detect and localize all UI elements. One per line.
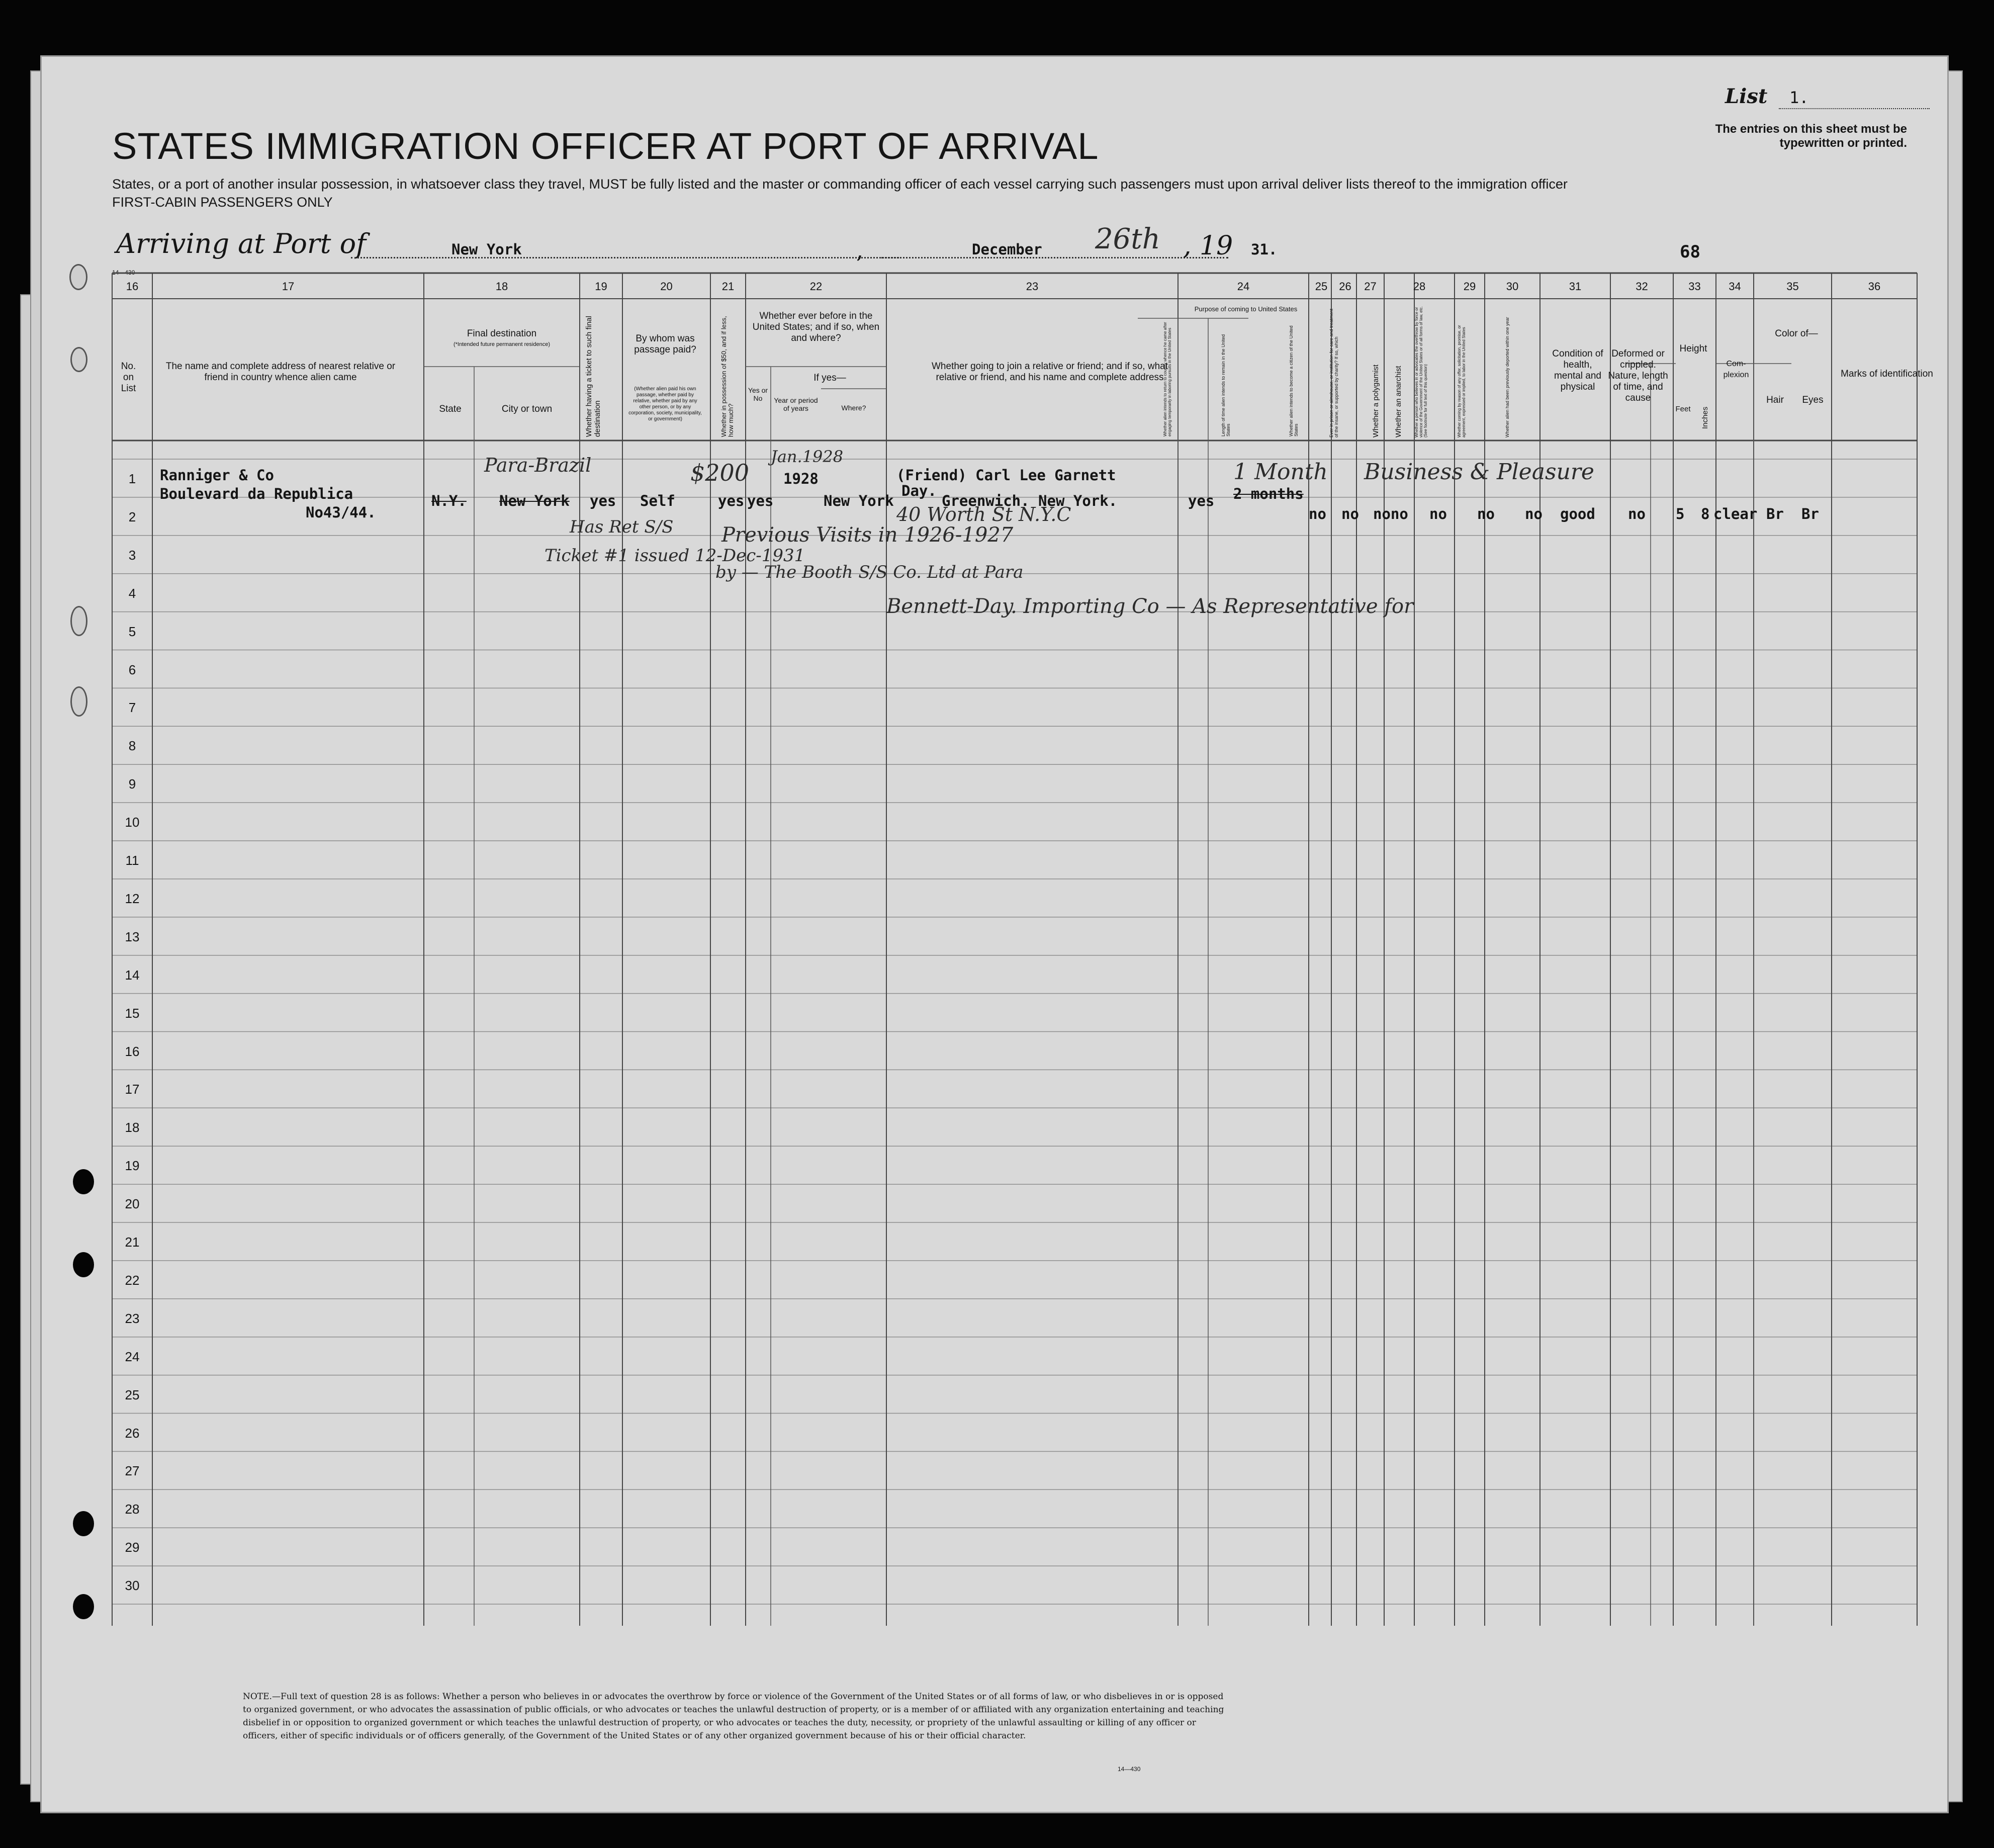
row-number: 12 — [125, 891, 140, 906]
row-number: 5 — [128, 624, 136, 639]
header-nearest-relative: The name and complete address of nearest relative or friend in country whence alien came — [165, 361, 396, 383]
column-number: 18 — [495, 280, 508, 293]
column-number: 22 — [809, 280, 823, 293]
header-passage-paid: By whom was passage paid? — [634, 333, 696, 355]
column-number: 21 — [721, 280, 735, 293]
header-marks: Marks of identification — [1841, 369, 1933, 379]
handwritten-previous-visits: Previous Visits in 1926-1927 — [721, 523, 1014, 547]
column-number: 16 — [126, 280, 139, 293]
column-number: 26 — [1339, 280, 1351, 293]
column-number: 24 — [1237, 280, 1250, 293]
relative-name: Ranniger & Co — [160, 467, 274, 484]
row-number: 22 — [125, 1272, 140, 1288]
form-intro: States, or a port of another insular possession, in whatsoever class they travel, MUST be fully listed and the master or commanding officer of each vessel carrying such passengers must upon arrival deliver lists thereof to the immigration officer — [112, 177, 1568, 192]
column-number: 36 — [1868, 280, 1881, 293]
fifty-dollars-value: yes — [718, 492, 745, 509]
row-number: 11 — [125, 853, 139, 868]
column-number: 28 — [1413, 280, 1426, 293]
length-handwritten: 1 Month — [1233, 459, 1328, 485]
header-before-yesno: Yes or No — [748, 386, 768, 402]
arriving-label: Arriving at Port of — [116, 228, 367, 259]
form-number-top: 14—430 — [112, 269, 135, 276]
relative-address: Boulevard da Republica — [160, 485, 353, 502]
header-year-period: Year or period of years — [774, 396, 818, 412]
before-year-handwritten: Jan.1928 — [771, 447, 844, 466]
polygamist-value: no — [1341, 505, 1359, 522]
relative-address-number: No43/44. — [306, 504, 376, 521]
row-number: 1 — [128, 471, 136, 486]
binder-hole — [73, 1594, 94, 1619]
labor-value: no — [1477, 505, 1495, 522]
list-number: 1. — [1789, 88, 1809, 107]
binder-hole — [73, 1252, 94, 1277]
row-number: 2 — [128, 509, 136, 524]
header-final-destination-sub: (*Intended future permanent residence) — [453, 341, 550, 347]
header-color-of: Color of— — [1775, 328, 1818, 339]
row-number: 24 — [125, 1349, 140, 1364]
manifest-sheet — [40, 55, 1949, 1813]
health-value: good — [1560, 505, 1595, 522]
header-deformed: Deformed or crippled. Nature, length of time, and cause — [1608, 348, 1668, 403]
height-feet-value: 5 — [1676, 505, 1685, 522]
row-number: 30 — [125, 1578, 140, 1594]
header-anarchist: Whether an anarchist — [1394, 366, 1403, 437]
header-prison: Ever in prison or almshouse, or institution for care and treatment of the insane, or supported by charity? If so, which — [1329, 308, 1339, 437]
purpose-handwritten: Business & Pleasure — [1364, 459, 1594, 485]
binder-hole — [69, 264, 87, 290]
header-health: Condition of health, mental and physical — [1552, 348, 1603, 392]
row-number: 25 — [125, 1387, 140, 1402]
join-friend-address: Greenwich. New York. — [942, 492, 1118, 509]
binder-hole — [70, 606, 87, 636]
deported-value: no — [1525, 505, 1543, 522]
header-complexion: Com-plexion — [1723, 360, 1749, 379]
money-handwritten: $200 — [690, 459, 750, 486]
prison-value: no — [1309, 505, 1326, 522]
handwritten-booth-line: by — The Booth S/S Co. Ltd at Para — [715, 562, 1024, 582]
binder-hole — [73, 1511, 94, 1536]
form-number-bottom: 14—430 — [1118, 1766, 1141, 1773]
column-number: 17 — [282, 280, 295, 293]
column-number: 23 — [1026, 280, 1039, 293]
binder-hole — [70, 347, 87, 372]
header-where: Where? — [841, 404, 866, 412]
column-number: 19 — [595, 280, 607, 293]
form-title: STATES IMMIGRATION OFFICER AT PORT OF ARRIVAL — [112, 125, 1099, 167]
header-final-destination: Final destination — [467, 328, 537, 339]
join-friend-name-cont: Day. — [901, 482, 937, 499]
header-city: City or town — [501, 404, 553, 414]
passage-paid-value: Self — [640, 492, 675, 509]
row-number: 19 — [125, 1158, 140, 1174]
return-value: yes — [1188, 492, 1215, 509]
header-polygamist: Whether a polygamist — [1372, 364, 1380, 437]
deformed-value: no — [1628, 505, 1646, 522]
handwritten-ticket-issued: Ticket #1 issued 12-Dec-1931 — [545, 546, 805, 566]
overthrow-value: no — [1429, 505, 1447, 522]
ruled-grid — [42, 57, 1947, 1812]
page-number: 68 — [1680, 242, 1700, 262]
column-number: 25 — [1315, 280, 1328, 293]
final-destination-handwritten: Para-Brazil — [484, 454, 592, 476]
row-number: 4 — [128, 585, 136, 601]
destination-state: N.Y. — [431, 492, 467, 509]
join-friend-name: (Friend) Carl Lee Garnett — [896, 467, 1116, 484]
before-where-value: New York — [824, 492, 894, 509]
header-purpose-length: Length of time alien intends to remain in the United States — [1221, 334, 1231, 436]
header-inches: Inches — [1701, 406, 1709, 429]
column-number: 30 — [1506, 280, 1519, 293]
row-number: 18 — [125, 1120, 140, 1135]
header-eyes: Eyes — [1802, 395, 1824, 405]
row-number: 27 — [125, 1463, 140, 1479]
row-number: 28 — [125, 1502, 140, 1517]
row-number: 21 — [125, 1235, 140, 1250]
row-number: 9 — [128, 776, 136, 792]
row-number: 20 — [125, 1196, 140, 1212]
header-purpose: Purpose of coming to United States — [1194, 305, 1298, 313]
header-purpose-citizen: Whether alien intends to become a citizen of the United States — [1289, 325, 1299, 436]
row-number: 29 — [125, 1540, 140, 1555]
column-number: 33 — [1688, 280, 1701, 293]
header-before-in-us: Whether ever before in the United States; and if so, when and where? — [752, 311, 880, 343]
column-number: 27 — [1364, 280, 1377, 293]
column-number: 31 — [1569, 280, 1582, 293]
row-number: 14 — [125, 967, 140, 983]
footnote-question-28: NOTE.—Full text of question 28 is as follows: Whether a person who believes in or advocates the overthrow by force or violence of the Government of the United States or of all forms of law, or who disbelieves in or is opposed to organized government, or who advocates the assassination of public officials, or who advocates or teaches the unlawful destruction of property, or is a member of or affiliated with any organization entertaining and teaching disbelief in or opposition to organized government or which teaches the unlawful destruction of property, or who advocates or teaches the duty, necessity, or propriety of the unlawful assaulting or killing of any officer or officers, either of specific individuals or of officers generally, of the Government of the United States or of any other organized government because of his or their official character. — [243, 1692, 1224, 1741]
length-value: 2 months — [1233, 485, 1304, 502]
row-number: 16 — [125, 1043, 140, 1059]
header-height: Height — [1679, 343, 1707, 354]
row-number: 7 — [128, 700, 136, 716]
header-no-on-list: No. on List — [121, 361, 136, 394]
arrival-month: December — [972, 241, 1042, 258]
column-number: 29 — [1463, 280, 1476, 293]
handwritten-return-steamship: Has Ret S/S — [570, 517, 674, 537]
header-feet: Feet — [1675, 405, 1691, 413]
year-prefix: , 19 — [1183, 231, 1233, 261]
destination-city: New York — [499, 492, 570, 509]
header-purpose-return: Whether alien intends to return to country whence he came after engaging temporarily in laboring pursuits in the United States — [1163, 322, 1172, 436]
row-number: 23 — [125, 1310, 140, 1326]
header-hair: Hair — [1766, 395, 1784, 405]
list-label: List — [1725, 84, 1768, 108]
eyes-value: Br — [1801, 505, 1819, 522]
header-state: State — [439, 404, 462, 414]
hair-value: Br — [1766, 505, 1784, 522]
header-join-relative: Whether going to join a relative or friend; and if so, what relative or friend, and his name and complete address — [932, 361, 1168, 383]
column-number: 34 — [1729, 280, 1741, 293]
header-overthrow: Whether a person who believes in or advocates the overthrow by force or violence of the Government of the United States or of all forms of law, etc. (See footnote for full text of this question) — [1414, 306, 1428, 437]
column-number: 35 — [1786, 280, 1799, 293]
column-number: 20 — [660, 280, 673, 293]
port-comma: , — [856, 238, 863, 263]
row-number: 26 — [125, 1425, 140, 1441]
before-yesno-value: yes — [747, 492, 774, 509]
handwritten-importing-co: Bennett-Day. Importing Co — As Representative for — [886, 595, 1414, 618]
row-number: 15 — [125, 1005, 140, 1021]
height-inches-value: 8 — [1701, 505, 1710, 522]
ticket-value: yes — [590, 492, 616, 509]
complexion-value: clear — [1713, 505, 1758, 522]
header-labor-offer: Whether coming by reason of any offer, solicitation, promise, or agreement, expressed or implied, to labor in the United States — [1457, 325, 1466, 437]
row-number: 3 — [128, 547, 136, 563]
before-year-value: 1928 — [783, 470, 819, 487]
row-number: 6 — [128, 662, 136, 677]
row-number: 10 — [125, 815, 140, 830]
column-number: 32 — [1636, 280, 1648, 293]
header-deported: Whether alien had been previously deported within one year — [1505, 317, 1510, 437]
row-number: 13 — [125, 929, 140, 944]
year-suffix: 31. — [1251, 241, 1278, 258]
row-number: 17 — [125, 1082, 140, 1097]
join-address-handwritten: 40 Worth St N.Y.C — [896, 503, 1071, 525]
anarchist-value: nono — [1373, 505, 1408, 522]
binder-hole — [70, 686, 87, 717]
row-number: 8 — [128, 738, 136, 754]
sheet-instruction: The entries on this sheet must be typewritten or printed. — [1715, 122, 1907, 150]
port-name: New York — [451, 241, 522, 258]
passenger-class: FIRST-CABIN PASSENGERS ONLY — [112, 195, 333, 210]
header-ticket: Whether having a ticket to such final destination — [585, 316, 602, 437]
header-if-yes: If yes— — [813, 373, 846, 383]
header-fifty-dollars: Whether in possession of $50, and if less, how much? — [720, 316, 735, 437]
arrival-day: 26th — [1095, 223, 1160, 255]
binder-hole — [73, 1169, 94, 1194]
header-passage-paid-sub: (Whether alien paid his own passage, whether paid by relative, whether paid by any other person, or by any corporation, society, municipality, or government) — [628, 386, 702, 422]
